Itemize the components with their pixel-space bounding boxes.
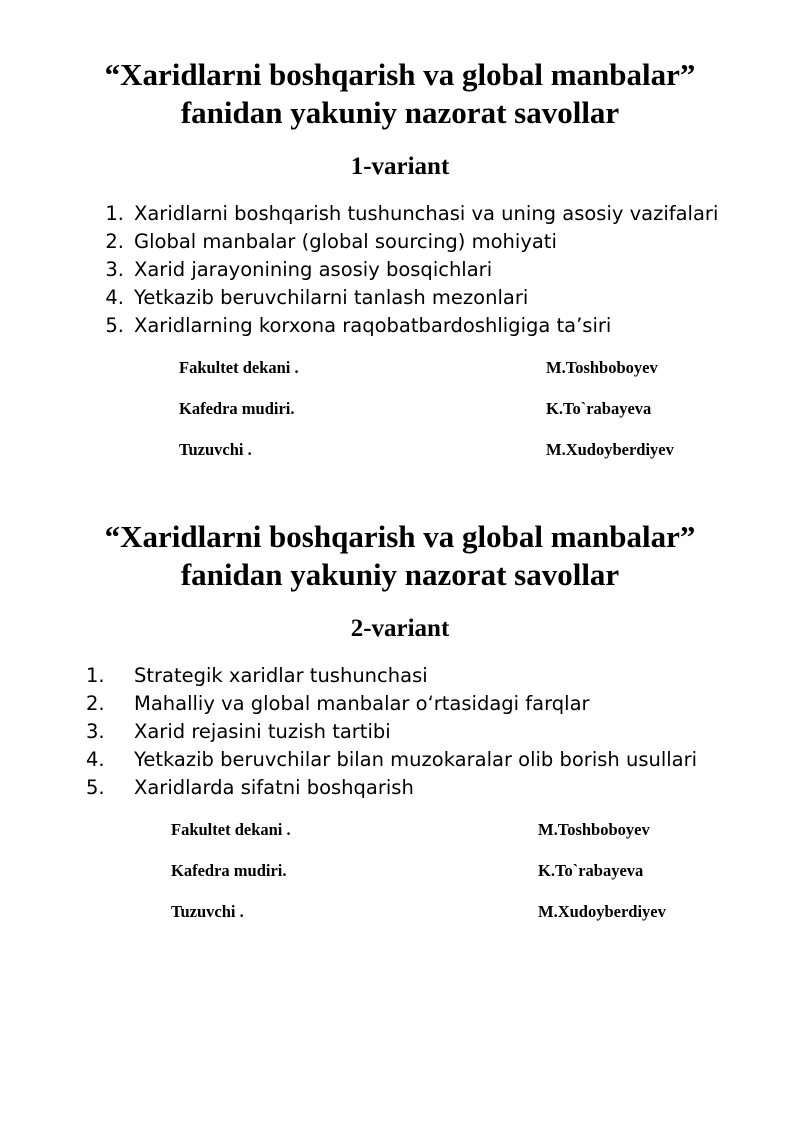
title-line-1: “Xaridlarni boshqarish va global manbalar” [104, 519, 696, 554]
question-item: 2. Global manbalar (global sourcing) mohiyati [105, 230, 557, 253]
signature-name-head: K.To`rabayeva [538, 861, 644, 880]
question-item: 4. Yetkazib beruvchilarni tanlash mezonlari [105, 286, 529, 309]
title-line-2: fanidan yakuniy nazorat savollar [180, 557, 620, 592]
signature-role-author: Tuzuvchi . [179, 440, 252, 459]
question-list-1 [100, 200, 718, 340]
signature-name-dean: M.Toshboboyev [546, 358, 658, 377]
signature-name-head: K.To`rabayeva [546, 399, 652, 418]
signature-role-head: Kafedra mudiri. [171, 861, 287, 880]
question-item: 3. Xarid rejasini tuzish tartibi [86, 720, 391, 743]
question-list-2 [86, 662, 697, 802]
signature-name-author: M.Xudoyberdiyev [546, 440, 674, 459]
signature-role-author: Tuzuvchi . [171, 902, 244, 921]
question-item: 5. Xaridlarda sifatni boshqarish [86, 776, 414, 799]
variant-heading-2: 2-variant [350, 615, 450, 642]
document-title-2 [0, 518, 800, 594]
question-item: 1. Xaridlarni boshqarish tushunchasi va uning asosiy vazifalari [105, 202, 719, 225]
variant-heading-1: 1-variant [350, 153, 450, 180]
title-line-2: fanidan yakuniy nazorat savollar [180, 95, 620, 130]
question-item: 1. Strategik xaridlar tushunchasi [86, 664, 428, 687]
question-item: 5. Xaridlarning korxona raqobatbardoshligiga ta’siri [105, 314, 612, 337]
title-line-1: “Xaridlarni boshqarish va global manbalar” [104, 57, 696, 92]
question-item: 3. Xarid jarayonining asosiy bosqichlari [105, 258, 493, 281]
signature-role-dean: Fakultet dekani . [179, 358, 299, 377]
signature-role-head: Kafedra mudiri. [179, 399, 295, 418]
question-item: 4. Yetkazib beruvchilar bilan muzokaralar olib borish usullari [86, 748, 698, 771]
signature-name-author: M.Xudoyberdiyev [538, 902, 666, 921]
signature-name-dean: M.Toshboboyev [538, 820, 650, 839]
signature-role-dean: Fakultet dekani . [171, 820, 291, 839]
document-title-1 [0, 56, 800, 132]
question-item: 2. Mahalliy va global manbalar o‘rtasidagi farqlar [86, 692, 590, 715]
